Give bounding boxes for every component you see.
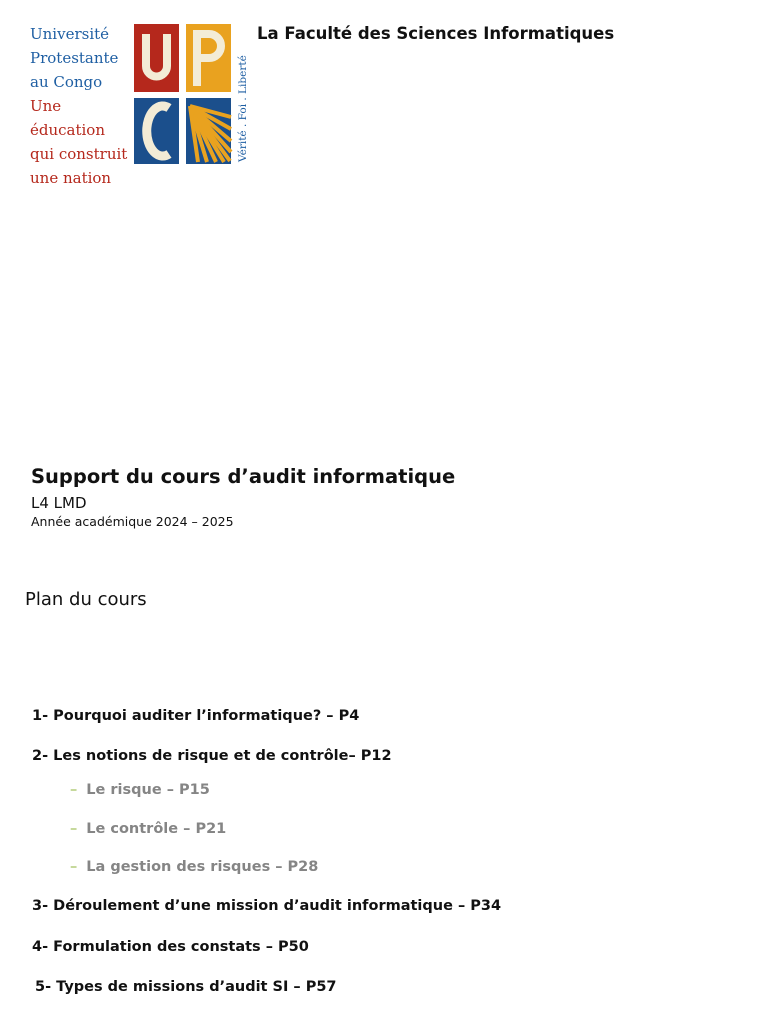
toc-subitem-gestion [70,859,318,875]
logo-line-1: Université [30,25,110,43]
logo-line-3: au Congo [30,73,103,91]
toc-item-5: 5- Types de missions d’audit SI – P57 [35,979,337,995]
university-logo [30,22,252,187]
bullet-dash: – [70,859,78,875]
toc-subitem-label: La gestion des risques – P28 [86,859,319,875]
plan-heading: Plan du cours [25,589,147,610]
toc-subitem-label: Le risque – P15 [86,782,210,798]
emblem-u-block [134,24,179,92]
toc-item-2: 2- Les notions de risque et de contrôle– P12 [32,748,392,764]
toc-subitem-risque [70,782,210,798]
logo-line-4: Une éducation [30,97,105,139]
course-level: L4 LMD [31,494,87,512]
logo-line-6: une nation [30,169,112,187]
toc-item-1: 1- Pourquoi auditer l’informatique? – P4 [32,708,360,724]
logo-motto: Vérité . Foi . Liberté [237,55,249,162]
academic-year: Année académique 2024 – 2025 [31,514,234,529]
toc-subitem-label: Le contrôle – P21 [86,821,227,837]
bullet-dash: – [70,821,78,837]
faculty-name: La Faculté des Sciences Informatiques [257,24,615,43]
bullet-dash: – [70,782,78,798]
toc-item-3: 3- Déroulement d’une mission d’audit informatique – P34 [32,898,502,914]
toc-item-4: 4- Formulation des constats – P50 [32,939,309,955]
logo-line-5: qui construit [30,145,128,163]
document-title: Support du cours d’audit informatique [31,465,456,488]
toc-subitem-controle [70,821,226,837]
logo-line-2: Protestante [30,49,119,67]
upc-emblem [134,24,252,164]
logo-wordmark [30,22,135,190]
